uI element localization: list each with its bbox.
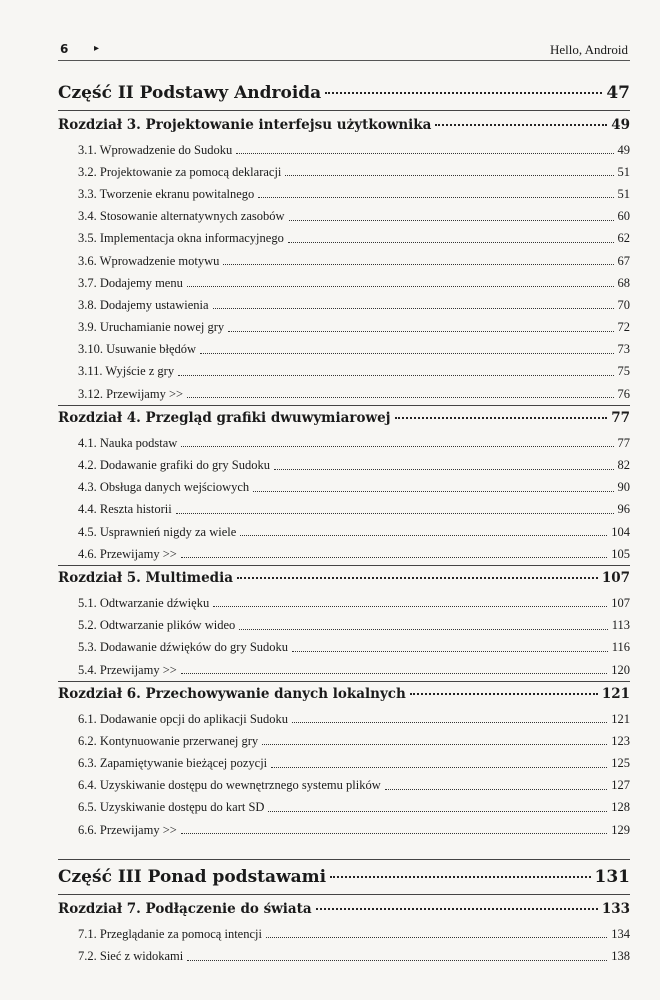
toc-section[interactable] [58,317,630,339]
toc-page-number: 121 [611,711,630,726]
toc-page-number: 138 [611,949,630,964]
dot-leader [181,832,607,834]
toc-part[interactable] [58,76,630,111]
toc-entry-title: 3.1. Wprowadzenie do Sudoku [78,142,233,157]
toc-section[interactable] [58,139,630,161]
toc-page-number: 76 [617,386,630,401]
toc-section[interactable] [58,819,630,841]
dot-leader [292,721,607,723]
toc-chapter[interactable] [58,565,630,592]
toc-entry-title: 6.2. Kontynuowanie przerwanej gry [78,733,259,748]
toc-section[interactable] [58,775,630,797]
toc-entry-title: 6.1. Dodawanie opcji do aplikacji Sudoku [78,711,289,726]
toc-page-number: 77 [617,435,630,450]
dot-leader [181,556,607,558]
dot-leader [187,959,607,961]
toc-entry-title: Rozdział 5. Multimedia [58,570,233,587]
toc-page-number: 133 [601,901,630,918]
dot-leader [213,307,614,309]
toc-entry-title: 7.1. Przeglądanie za pomocą intencji [78,926,262,941]
toc-page-number: 96 [617,502,630,517]
toc-page-number: 104 [611,524,630,539]
dot-leader [435,123,607,126]
page-header [58,40,630,61]
toc-page-number: 121 [601,686,630,703]
toc-part[interactable] [58,860,630,895]
toc-entry-title: 4.1. Nauka podstaw [78,435,178,450]
toc-entry-title: 3.7. Dodajemy menu [78,275,183,290]
dot-leader [187,396,613,398]
toc-section[interactable] [58,294,630,316]
dot-leader [236,152,613,154]
dot-leader [385,788,608,790]
toc-page-number: 123 [611,733,630,748]
toc-section[interactable] [58,361,630,383]
toc-chapter[interactable] [58,681,630,708]
toc-page-number: 72 [617,320,630,335]
dot-leader [181,672,607,674]
book-title: Hello, Android [550,42,628,57]
toc-section[interactable] [58,923,630,945]
toc-entry-title: 3.2. Projektowanie za pomocą deklaracji [78,164,282,179]
dot-leader [330,875,590,878]
toc-page-number: 113 [611,618,630,633]
toc-entry-title: 5.1. Odtwarzanie dźwięku [78,595,210,610]
toc-entry-title: Rozdział 3. Projektowanie interfejsu użytkownika [58,117,432,133]
toc-entry-title: 4.5. Usprawnień nigdy za wiele [78,524,237,539]
toc-entry-title: 3.8. Dodajemy ustawienia [78,297,209,312]
toc-entry-title: Część II Podstawy Androida [58,83,322,103]
dot-leader [223,263,613,265]
toc-section[interactable] [58,592,630,614]
toc-chapter[interactable] [58,405,630,432]
dot-leader [410,692,598,695]
toc-section[interactable] [58,708,630,730]
toc-page-number: 128 [611,800,630,815]
dot-leader [200,352,613,354]
dot-leader [289,219,614,221]
toc-entry-title: 3.9. Uruchamianie nowej gry [78,320,225,335]
toc-page-number: 60 [617,209,630,224]
toc-page-number: 127 [611,778,630,793]
toc-page-number: 82 [617,458,630,473]
dot-leader [239,628,607,630]
triangle-right-icon: ▸ [94,43,100,54]
dot-leader [292,650,608,652]
toc-page-number: 70 [617,297,630,312]
toc-section[interactable] [58,250,630,272]
page-number: 6 [60,42,69,56]
toc-entry-title: 3.3. Tworzenie ekranu powitalnego [78,186,255,201]
toc-page-number: 105 [611,546,630,561]
toc-section[interactable] [58,543,630,565]
toc-entry-title: 3.11. Wyjście z gry [78,364,175,379]
dot-leader [178,374,613,376]
toc-page-number: 116 [611,640,630,655]
toc-section[interactable] [58,272,630,294]
toc-page-number: 125 [611,756,630,771]
toc-entry-title: 3.6. Wprowadzenie motywu [78,253,220,268]
toc-section[interactable] [58,183,630,205]
dot-leader [253,490,613,492]
toc-entry-title: 4.3. Obsługa danych wejściowych [78,480,250,495]
toc-section[interactable] [58,161,630,183]
toc-page-number: 68 [617,275,630,290]
dot-leader [237,576,598,579]
dot-leader [240,534,607,536]
dot-leader [268,810,607,812]
dot-leader [285,174,613,176]
toc-section[interactable] [58,432,630,454]
dot-leader [316,907,598,910]
toc-page-number: 129 [611,822,630,837]
toc-section[interactable] [58,206,630,228]
toc-entry-title: 4.4. Reszta historii [78,502,172,517]
dot-leader [271,766,607,768]
toc-entry-title: 5.3. Dodawanie dźwięków do gry Sudoku [78,640,289,655]
toc-section[interactable] [58,477,630,499]
toc-section[interactable] [58,228,630,250]
toc-page-number: 67 [617,253,630,268]
dot-leader [325,91,602,94]
toc-entry-title: 3.10. Usuwanie błędów [78,342,197,357]
table-of-contents [58,76,630,968]
toc-entry-title: 3.4. Stosowanie alternatywnych zasobów [78,209,285,224]
toc-entry-title: Rozdział 4. Przegląd grafiki dwuwymiarowej [58,410,391,427]
toc-section[interactable] [58,797,630,819]
toc-entry-title: 6.6. Przewijamy >> [78,822,177,837]
toc-entry-title: 6.5. Uzyskiwanie dostępu do kart SD [78,800,265,815]
toc-page-number: 120 [611,662,630,677]
toc-entry-title: 5.2. Odtwarzanie plików wideo [78,618,236,633]
dot-leader [176,512,614,514]
toc-entry-title: Rozdział 6. Przechowywanie danych lokalnych [58,686,406,703]
toc-page-number: 51 [617,164,630,179]
toc-entry-title: 5.4. Przewijamy >> [78,662,177,677]
toc-entry-title: 7.2. Sieć z widokami [78,949,184,964]
toc-entry-title: 4.6. Przewijamy >> [78,546,177,561]
toc-page-number: 62 [617,231,630,246]
toc-page-number: 107 [611,595,630,610]
dot-leader [395,416,608,419]
dot-leader [213,605,607,607]
toc-section[interactable] [58,659,630,681]
toc-page-number: 49 [617,142,630,157]
dot-leader [274,468,614,470]
toc-section[interactable] [58,339,630,361]
toc-section[interactable] [58,454,630,476]
toc-page-number: 134 [611,926,630,941]
toc-entry-title: 6.4. Uzyskiwanie dostępu do wewnętrznego systemu plików [78,778,381,793]
toc-page-number: 131 [594,867,630,888]
part-separator [58,841,630,860]
toc-section[interactable] [58,521,630,543]
toc-section[interactable] [58,730,630,752]
dot-leader [262,743,607,745]
toc-entry-title: 4.2. Dodawanie grafiki do gry Sudoku [78,458,270,473]
toc-page-number: 47 [606,83,630,103]
toc-page-number: 51 [617,186,630,201]
dot-leader [187,285,614,287]
toc-page-number: 90 [617,480,630,495]
dot-leader [181,445,613,447]
toc-entry-title: 6.3. Zapamiętywanie bieżącej pozycji [78,756,268,771]
toc-chapter[interactable] [58,117,630,139]
dot-leader [228,330,613,332]
toc-page-number: 77 [611,410,630,427]
toc-section[interactable] [58,499,630,521]
toc-entry-title: 3.12. Przewijamy >> [78,386,184,401]
toc-page-number: 75 [617,364,630,379]
toc-section[interactable] [58,383,630,405]
toc-entry-title: 3.5. Implementacja okna informacyjnego [78,231,284,246]
dot-leader [266,936,607,938]
toc-page-number: 73 [617,342,630,357]
dot-leader [258,196,613,198]
dot-leader [288,241,614,243]
toc-page-number: 49 [611,117,630,133]
toc-section[interactable] [58,753,630,775]
toc-entry-title: Rozdział 7. Podłączenie do świata [58,901,312,918]
toc-chapter[interactable] [58,901,630,923]
toc-entry-title: Część III Ponad podstawami [58,867,327,888]
toc-page-number: 107 [601,570,630,587]
toc-section[interactable] [58,615,630,637]
toc-section[interactable] [58,637,630,659]
toc-section[interactable] [58,945,630,967]
